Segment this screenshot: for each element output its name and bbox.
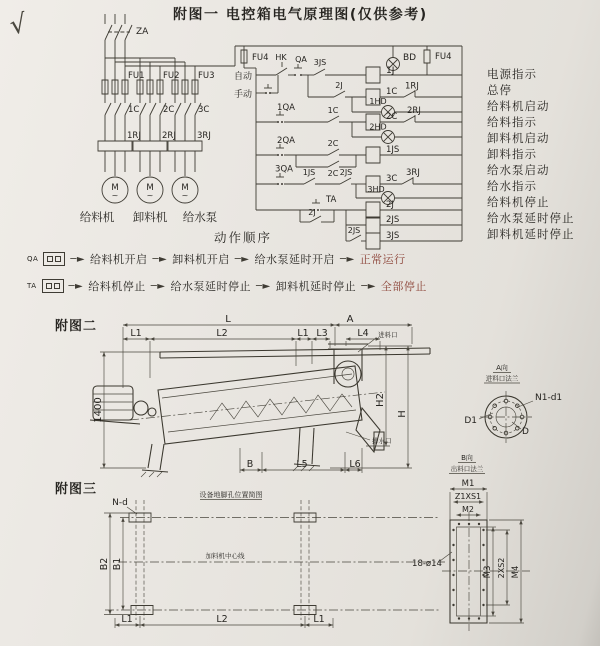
lamp-label: 3HD [367,185,385,194]
arrow-icon: ─► [152,253,168,265]
contact-label: 3JS [313,58,327,67]
contact-label: 2J [308,208,316,217]
dim-label: M1 [461,479,475,489]
dim-label: L1 [130,328,142,339]
dim-label: H [397,410,408,418]
anchor-bolt-plan [99,490,445,628]
dim-label: L [225,314,231,325]
contactor-label: 1C [128,105,140,115]
fuse-label: FU3 [198,71,215,81]
arrow-icon: ─► [234,253,250,265]
thermal-relay-label: 2RJ [162,131,176,141]
lamp-label: 1HD [369,97,387,106]
button-label: 1QA [277,103,295,113]
bolt-pattern-label: N1-d1 [535,393,563,403]
dim-label: B1 [112,557,123,571]
arrow-icon: ─► [68,280,84,292]
legend-item: 给水泵启动 [487,163,550,177]
motor-name: 卸料机 [132,210,168,224]
arrow-icon: ─► [150,280,166,292]
legend-item: 给料指示 [487,115,537,129]
legend-item: 卸料机启动 [487,131,550,145]
figure3-title: 附图三 [55,482,98,497]
sequence-step: 全部停止 [380,280,427,293]
thermal-contact-label: 3RJ [406,168,420,178]
action-sequence-heading: 动作顺序 [214,230,273,245]
dim-label: D1 [464,416,477,426]
lamp-label: BD [403,53,417,63]
ac-wave-symbol: ~ [111,191,119,200]
coil-label: 3JS [386,231,400,241]
view-label: B向 [461,454,473,462]
contactor-label: 3C [198,105,210,115]
contact-label: 1C [327,106,339,115]
thermal-relay-label: 1RJ [127,131,141,141]
dim-label: H2 [375,393,386,407]
dim-label: Z1XS1 [454,492,482,501]
switch-label: HK [275,53,287,62]
contactor-label: 2C [163,105,175,115]
legend-item: 给料机启动 [487,99,550,113]
thermal-relay-label: 3RJ [197,131,211,141]
dim-label: L2 [216,328,228,339]
coil-label: 1JS [386,145,400,155]
figure1-title: 附图一 电控箱电气原理图(仅供参考) [173,7,428,23]
handwritten-checkmark: √ [7,8,30,42]
button-label: 2QA [277,136,295,146]
fuse-label: FU4 [435,52,452,62]
outlet-flange-detail [412,453,530,631]
contact-label: 2C [327,169,339,178]
fuse-label: FU2 [163,71,180,81]
dim-label: M3 [483,565,493,579]
arrow-icon: ─► [361,280,376,292]
ac-wave-symbol: ~ [181,191,189,200]
dim-label: L6 [349,459,361,470]
flange-name: 进料口法兰 [485,374,519,383]
legend-item: 给水泵延时停止 [487,211,575,225]
motor-name: 给水泵 [182,210,218,224]
dim-label: L1 [313,614,325,625]
dim-label: A [346,314,354,325]
sequence-tag: QA [27,255,39,263]
hole-count-label: N-d [112,498,128,508]
contact-label: 2C [327,139,339,148]
sequence-step: 卸料机开启 [172,253,230,266]
dim-label: L3 [316,328,328,339]
motor-name: 给料机 [79,210,115,224]
coil-label: 3C [386,174,398,184]
mode-label: 手动 [233,90,252,100]
dim-label: L1 [297,328,309,339]
dim-label: D [522,427,529,437]
dim-label: 1400 [93,397,104,423]
coil-label: 2C [386,112,398,122]
button-label: QA [295,55,307,64]
sequence-step: 卸料机延时停止 [275,280,357,293]
sequence-step: 正常运行 [359,253,406,266]
dim-label: L2 [216,614,228,625]
arrow-icon: ─► [339,253,355,265]
legend-item: 卸料指示 [487,147,537,161]
inlet-flange-detail [464,363,562,443]
legend-item: 电源指示 [487,67,537,81]
coil-label: 1C [386,87,398,97]
arrow-icon: ─► [70,253,86,265]
thermal-contact-label: 2RJ [407,106,421,116]
dim-label: B [246,459,254,470]
sequence-step: 给料机开启 [90,253,148,266]
mode-label: 自动 [233,72,252,82]
view-label: A向 [496,364,508,372]
sequence-step: 给水泵延时停止 [170,280,251,293]
breaker-label: ZA [136,27,149,37]
lamp-label: 2HD [369,122,387,132]
dim-label: B2 [99,557,110,571]
button-label: 3QA [275,164,293,175]
inlet-note: 进料口 [378,331,398,339]
legend-item: 给料机停止 [487,195,550,209]
fuse-label: FU1 [128,71,145,81]
fuse-label: FU4 [252,53,269,63]
drain-note: 排水口 [372,437,392,445]
contactor-contacts [105,103,201,115]
legend-item: 卸料机延时停止 [487,227,575,241]
legend-item: 给水指示 [487,179,537,193]
button-label: TA [326,195,337,205]
coil-label: 2JS [386,215,400,225]
dim-label: L4 [357,328,369,339]
sequence-step: 给水泵延时开启 [254,253,335,266]
motor-symbol: M [146,183,154,193]
sequence-tag: TA [27,282,37,290]
contact-label: 2JS [339,168,353,177]
control-circuit [234,46,462,249]
coil-label: 1J [386,66,395,76]
dim-label: M2 [462,505,474,514]
sequence-step: 给料机停止 [88,280,146,293]
dim-label: L5 [296,459,308,470]
figure2-dimensions [93,314,412,473]
legend-item: 总停 [487,83,512,97]
dim-label: M4 [511,565,521,579]
ac-wave-symbol: ~ [146,191,154,200]
motor-symbol: M [111,183,119,193]
flange-name: 出料口法兰 [450,465,484,473]
centerline-label: 加料机中心线 [205,552,245,560]
dim-label: 2XS2 [497,557,506,579]
thermal-contact-label: 1RJ [405,81,419,92]
contact-label: 1JS [302,168,316,177]
contact-label: 2JS [347,226,361,235]
motor-symbol: M [181,183,189,193]
dim-label: L1 [121,614,133,625]
plan-title: 设备地脚孔位置简图 [199,491,263,499]
contact-label: 2J [335,81,343,90]
coil-label: 2J [386,200,394,210]
power-circuit [80,14,235,224]
figure2-title: 附图二 [55,319,98,334]
hole-spec-label: 18-ø14 [412,559,442,569]
arrow-icon: ─► [255,280,271,292]
